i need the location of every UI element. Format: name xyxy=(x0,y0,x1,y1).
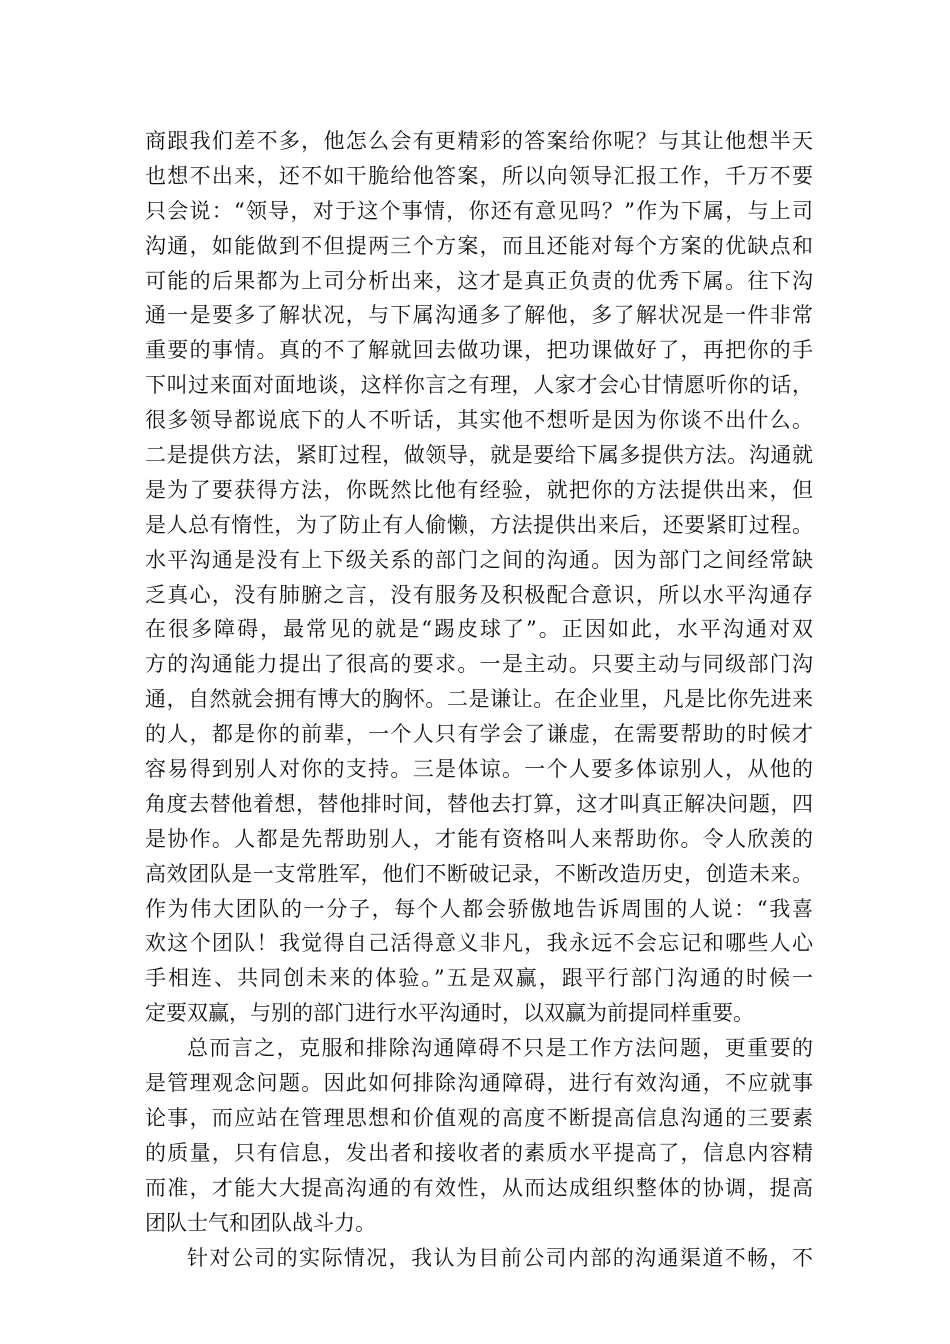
text-line: 是协作。人都是先帮助别人，才能有资格叫人来帮助你。令人欣羡的 xyxy=(145,826,813,851)
text-line: 通，自然就会拥有博大的胸怀。二是谦让。在企业里，凡是比你先进来 xyxy=(145,687,813,712)
paragraph-first-line: 针对公司的实际情况，我认为目前公司内部的沟通渠道不畅，不 xyxy=(187,1245,813,1270)
text-line: 也想不出来，还不如干脆给他答案，所以向领导汇报工作，千万不要 xyxy=(145,163,813,188)
text-line: 容易得到别人对你的支持。三是体谅。一个人要多体谅别人，从他的 xyxy=(145,757,813,782)
text-line: 是管理观念问题。因此如何排除沟通障碍，进行有效沟通，不应就事 xyxy=(145,1071,813,1096)
text-line: 沟通，如能做到不但提两三个方案，而且还能对每个方案的优缺点和 xyxy=(145,233,813,258)
text-line: 团队士气和团队战斗力。 xyxy=(145,1210,376,1235)
text-line: 只会说：“领导，对于这个事情，你还有意见吗？”作为下属，与上司 xyxy=(145,198,813,223)
text-line: 的质量，只有信息，发出者和接收者的素质水平提高了，信息内容精 xyxy=(145,1140,813,1165)
text-line: 欢这个团队！我觉得自己活得意义非凡，我永远不会忘记和哪些人心 xyxy=(145,931,813,956)
text-line: 可能的后果都为上司分析出来，这才是真正负责的优秀下属。往下沟 xyxy=(145,268,813,293)
text-line: 乏真心，没有肺腑之言，没有服务及积极配合意识，所以水平沟通存 xyxy=(145,582,813,607)
text-line: 是为了要获得方法，你既然比他有经验，就把你的方法提供出来，但 xyxy=(145,477,813,502)
text-line: 水平沟通是没有上下级关系的部门之间的沟通。因为部门之间经常缺 xyxy=(145,547,813,572)
body-text xyxy=(145,124,813,1275)
text-line: 方的沟通能力提出了很高的要求。一是主动。只要主动与同级部门沟 xyxy=(145,652,813,677)
text-line: 二是提供方法，紧盯过程，做领导，就是要给下属多提供方法。沟通就 xyxy=(145,443,813,468)
text-line: 通一是要多了解状况，与下属沟通多了解他，多了解状况是一件非常 xyxy=(145,303,813,328)
text-line: 高效团队是一支常胜军，他们不断破记录，不断改造历史，创造未来。 xyxy=(145,861,813,886)
text-line: 很多领导都说底下的人不听话，其实他不想听是因为你谈不出什么。 xyxy=(145,408,813,433)
text-line: 重要的事情。真的不了解就回去做功课，把功课做好了，再把你的手 xyxy=(145,338,813,363)
text-line: 商跟我们差不多，他怎么会有更精彩的答案给你呢？与其让他想半天 xyxy=(145,129,813,153)
text-line: 定要双赢，与别的部门进行水平沟通时，以双赢为前提同样重要。 xyxy=(145,1001,754,1026)
text-line: 角度去替他着想，替他排时间，替他去打算，这才叫真正解决问题，四 xyxy=(145,791,813,816)
paragraph-first-line: 总而言之，克服和排除沟通障碍不只是工作方法问题，更重要的 xyxy=(187,1036,813,1061)
text-line: 作为伟大团队的一分子，每个人都会骄傲地告诉周围的人说：“我喜 xyxy=(145,896,813,921)
text-line: 手相连、共同创未来的体验。”五是双赢，跟平行部门沟通的时候一 xyxy=(145,966,813,991)
text-line: 是人总有惰性，为了防止有人偷懒，方法提供出来后，还要紧盯过程。 xyxy=(145,512,813,537)
text-line: 的人，都是你的前辈，一个人只有学会了谦虚，在需要帮助的时候才 xyxy=(145,722,813,747)
text-line: 论事，而应站在管理思想和价值观的高度不断提高信息沟通的三要素 xyxy=(145,1105,813,1130)
text-line: 下叫过来面对面地谈，这样你言之有理，人家才会心甘情愿听你的话， xyxy=(145,373,813,398)
text-line: 在很多障碍，最常见的就是“踢皮球了”。正因如此，水平沟通对双 xyxy=(145,617,813,642)
text-line: 而准，才能大大提高沟通的有效性，从而达成组织整体的协调，提高 xyxy=(145,1175,813,1200)
